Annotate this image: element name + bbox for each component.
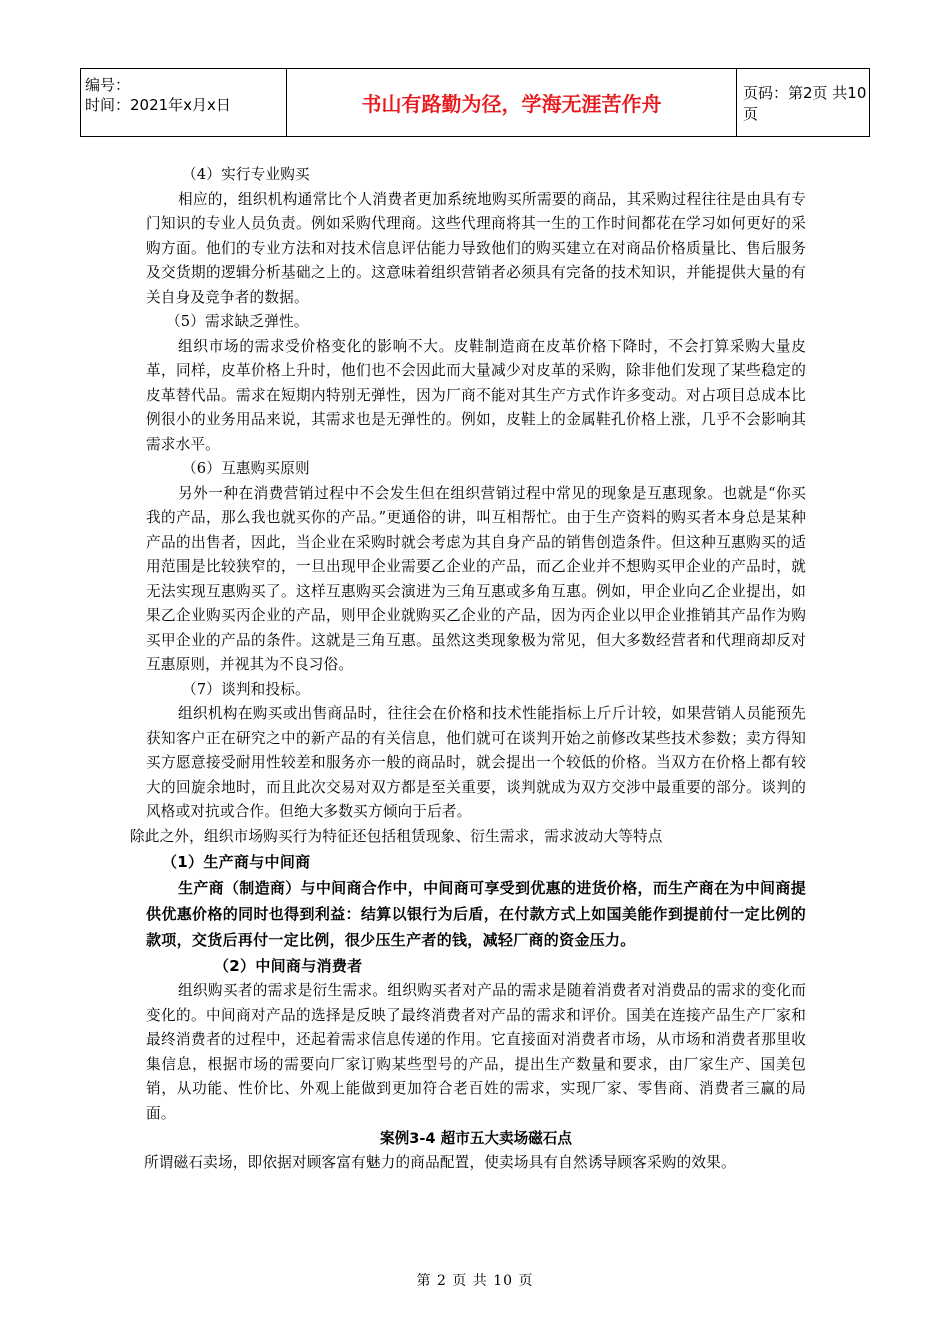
header-table [80,68,870,137]
section-heading-7: （7）谈判和投标。 [182,680,310,698]
case-title: 案例3-4 超市五大卖场磁石点 [380,1130,572,1147]
header-meta-cell [81,69,287,136]
case-paragraph: 所谓磁石卖场，即依据对顾客富有魅力的商品配置，使卖场具有自然诱导顾客采购的效果。 [144,1154,736,1171]
document-body [130,163,806,1176]
bold-paragraph-1: 生产商（制造商）与中间商合作中，中间商可享受到优惠的进货价格，而生产商在为中间商提供优惠价格的同时也得到利益：结算以银行为后盾，在付款方式上如国美能作到提前付一定比例的款项，交货后再付一定比例，很少压生产者的钱，减轻厂商的资金压力。 [146,879,806,949]
section-heading-6: （6）互惠购买原则 [182,460,310,477]
bold-heading-1: （1）生产商与中间商 [162,853,311,871]
header-time-label: 时间：2021年x月x日 [85,96,231,114]
section-heading-4: （4）实行专业购买 [182,166,310,183]
paragraph-7: 组织机构在购买或出售商品时，往往会在价格和技术性能指标上斤斤计较，如果营销人员能预先获知客户正在研究之中的新产品的有关信息，他们就可在谈判开始之前修改某些技术参数；卖方得知买方愿意接受耐用性较差和服务亦一般的商品时，就会提出一个较低的价格。当双方在价格上都有较大的回旋余地时，而且此次交易对双方都是至关重要，谈判就成为双方交涉中最重要的部分。谈判的风格或对抗或合作。但绝大多数买方倾向于后者。 [146,705,806,820]
page-footer: 第 2 页 共 10 页 [416,1273,534,1289]
header-motto: 书山有路勤为径，学海无涯苦作舟 [287,69,737,136]
paragraph-8: 组织购买者的需求是衍生需求。组织购买者对产品的需求是随着消费者对消费品的需求的变化而变化的。中间商对产品的选择是反映了最终消费者对产品的需求和评价。国美在连接产品生产厂家和最终消费者的过程中，还起着需求信息传递的作用。它直接面对消费者市场，从市场和消费者那里收集信息，根据市场的需要向厂家订购某些型号的产品，提出生产数量和要求，由厂家生产、国美包销，从功能、性价比、外观上能做到更加符合老百姓的需求，实现厂家、零售商、消费者三赢的局面。 [146,982,806,1122]
paragraph-5: 组织市场的需求受价格变化的影响不大。皮鞋制造商在皮革价格下降时，不会打算采购大量皮革，同样，皮革价格上升时，他们也不会因此而大量减少对皮革的采购，除非他们发现了某些稳定的皮革替代品。需求在短期内特别无弹性，因为厂商不能对其生产方式作许多变动。对占项目总成本比例很小的业务用品来说，其需求也是无弹性的。例如，皮鞋上的金属鞋孔价格上涨，几乎不会影响其需求水平。 [146,337,806,453]
summary-line: 除此之外，组织市场购买行为特征还包括租赁现象、衍生需求，需求波动大等特点 [130,827,663,845]
header-page-info: 页码：第2页 共10页 [743,83,867,123]
paragraph-6: 另外一种在消费营销过程中不会发生但在组织营销过程中常见的现象是互惠现象。也就是“你买我的产品，那么我也就买你的产品。”更通俗的讲，叫互相帮忙。由于生产资料的购买者本身总是某种产品的出售者，因此，当企业在采购时就会考虑为其自身产品的销售创造条件。但这种互惠购买的适用范围是比较狭窄的，一旦出现甲企业需要乙企业的产品，而乙企业并不想购买甲企业的产品时，就无法实现互惠购买了。这样互惠购买会演进为三角互惠或多角互惠。例如，甲企业向乙企业提出，如果乙企业购买丙企业的产品，则甲企业就购买乙企业的产品，因为丙企业以甲企业推销其产品作为购买甲企业的产品的条件。这就是三角互惠。虽然这类现象极为常见，但大多数经营者和代理商却反对互惠原则，并视其为不良习俗。 [146,484,806,673]
paragraph-4: 相应的，组织机构通常比个人消费者更加系统地购买所需要的商品，其采购过程往往是由具有专门知识的专业人员负责。例如采购代理商。这些代理商将其一生的工作时间都花在学习如何更好的采购方面。他们的专业方法和对技术信息评估能力导致他们的购买建立在对商品价格质量比、售后服务及交货期的逻辑分析基础之上的。这意味着组织营销者必须具有完备的技术知识，并能提供大量的有关自身及竞争者的数据。 [146,190,806,306]
header-number-label: 编号： [85,76,131,94]
section-heading-5: （5）需求缺乏弹性。 [166,313,309,330]
bold-heading-2: （2）中间商与消费者 [214,957,363,975]
